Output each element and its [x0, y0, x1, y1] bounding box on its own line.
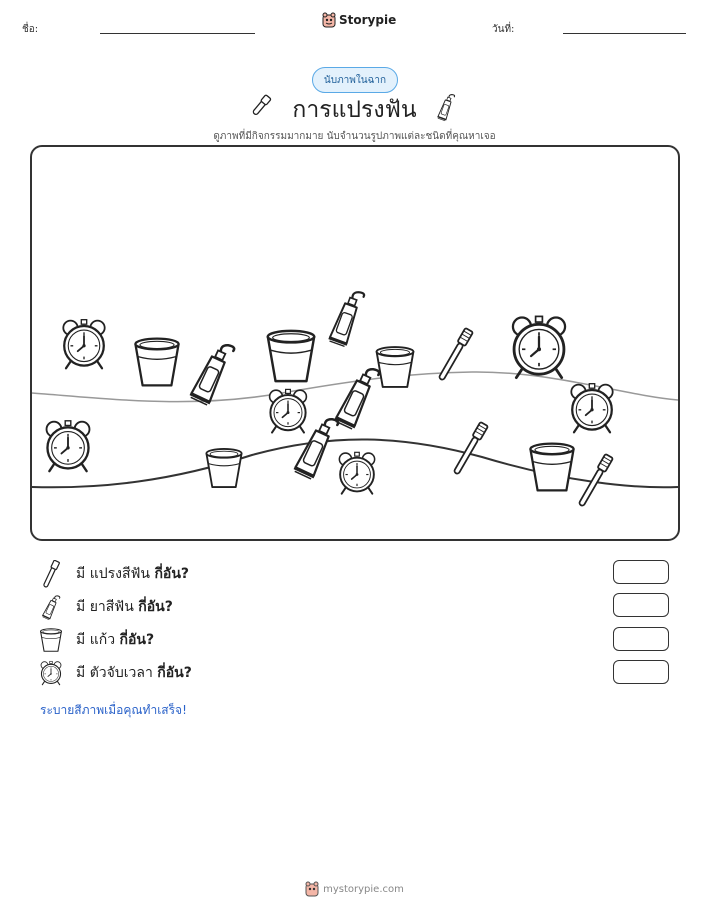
toothbrush-icon: [437, 328, 473, 382]
footer-url[interactable]: mystorypie.com: [323, 883, 404, 895]
question-text: มี แปรงสีฟัน กี่อัน?: [76, 566, 190, 582]
date-line[interactable]: [563, 33, 686, 34]
toothpaste-icon: [433, 92, 459, 122]
answer-box-toothbrush[interactable]: [613, 560, 669, 584]
toothbrush-icon: [38, 560, 64, 588]
brand-name: Storypie: [339, 13, 397, 27]
question-text: มี ตัวจับเวลา กี่อัน?: [76, 665, 192, 681]
question-text: มี แก้ว กี่อัน?: [76, 632, 155, 648]
question-toothpaste: [38, 592, 173, 622]
alarm-clock-icon: [339, 452, 374, 493]
cup-icon: [38, 627, 64, 653]
coloring-note: ระบายสีภาพเมื่อคุณทำเสร็จ!: [40, 703, 187, 717]
activity-badge: นับภาพในฉาก: [312, 67, 398, 93]
name-line[interactable]: [100, 33, 255, 34]
alarm-clock-icon: [47, 421, 90, 471]
toothbrush-icon: [452, 422, 488, 476]
page-title: การแปรงฟัน: [292, 97, 417, 123]
alarm-clock-icon: [513, 316, 565, 377]
alarm-clock-icon: [38, 660, 64, 686]
alarm-clock-icon: [571, 384, 612, 433]
cup-icon: [377, 347, 414, 387]
question-cup: [38, 625, 154, 655]
brand-logo: [322, 12, 396, 28]
cup-icon: [530, 444, 573, 491]
question-toothbrush: [38, 559, 189, 589]
brand-mascot-icon: [305, 881, 319, 897]
alarm-clock-icon: [270, 389, 307, 432]
cup-icon: [206, 449, 241, 487]
toothpaste-icon: [38, 593, 64, 621]
cup-icon: [268, 331, 314, 381]
toothpaste-icon: [334, 363, 381, 430]
cup-icon: [135, 339, 178, 386]
answer-box-toothpaste[interactable]: [613, 593, 669, 617]
answer-box-cup[interactable]: [613, 627, 669, 651]
scene-illustration: [32, 147, 678, 539]
date-label: วันที่:: [492, 24, 515, 35]
answer-box-alarm-clock[interactable]: [613, 660, 669, 684]
counting-scene: [30, 145, 680, 541]
toothpaste-icon: [189, 339, 236, 406]
toothpaste-icon: [328, 287, 366, 347]
footer: [0, 881, 709, 897]
brand-mascot-icon: [322, 12, 336, 28]
name-label: ชื่อ:: [22, 24, 39, 35]
instructions: ดูภาพที่มีกิจกรรมมากมาย นับจำนวนรูปภาพแต่ละชนิดที่คุณหาเจอ: [213, 131, 496, 142]
question-alarm-clock: [38, 658, 192, 688]
alarm-clock-icon: [63, 320, 104, 369]
question-text: มี ยาสีฟัน กี่อัน?: [76, 599, 173, 615]
